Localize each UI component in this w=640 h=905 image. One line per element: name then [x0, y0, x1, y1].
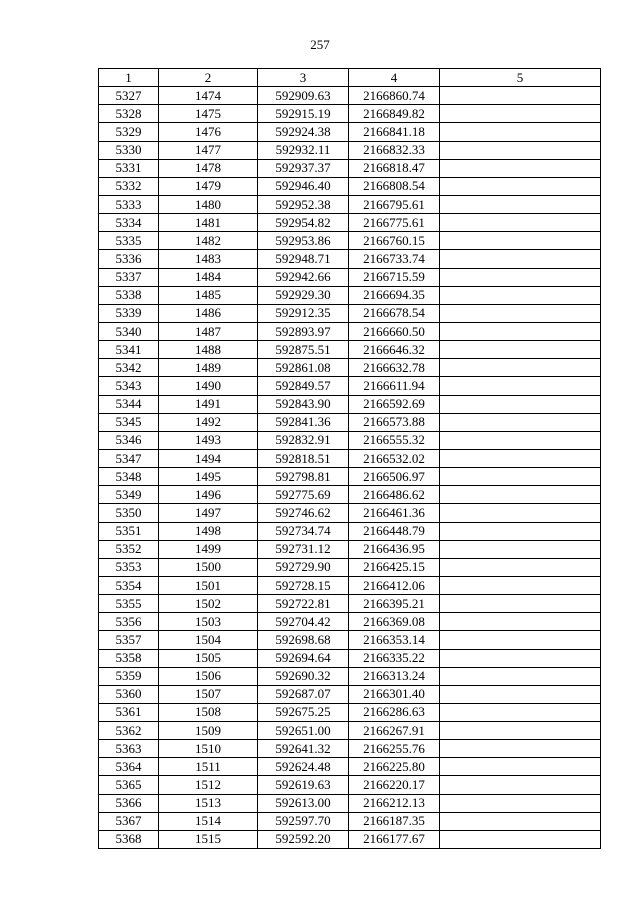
- table-row: [99, 558, 601, 576]
- table-cell-col-1: 5367: [99, 812, 159, 830]
- table-cell-col-1: 5343: [99, 377, 159, 395]
- table-row: [99, 159, 601, 177]
- table-cell-col-3: 592832.91: [258, 431, 349, 449]
- table-cell-col-4: 2166177.67: [349, 830, 440, 848]
- table-cell-col-3: 592909.63: [258, 87, 349, 105]
- table-cell-col-1: 5366: [99, 794, 159, 812]
- table-cell-col-4: 2166313.24: [349, 667, 440, 685]
- table-cell-col-5: [440, 395, 601, 413]
- column-header-5: 5: [440, 69, 601, 87]
- table-cell-col-4: 2166795.61: [349, 195, 440, 213]
- table-cell-col-5: [440, 722, 601, 740]
- table-cell-col-3: 592675.25: [258, 703, 349, 721]
- table-cell-col-1: 5339: [99, 304, 159, 322]
- table-cell-col-4: 2166353.14: [349, 631, 440, 649]
- table-cell-col-4: 2166832.33: [349, 141, 440, 159]
- table-cell-col-1: 5344: [99, 395, 159, 413]
- table-row: [99, 812, 601, 830]
- table-cell-col-3: 592875.51: [258, 341, 349, 359]
- table-cell-col-2: 1490: [159, 377, 258, 395]
- table-cell-col-3: 592893.97: [258, 322, 349, 340]
- table-cell-col-3: 592729.90: [258, 558, 349, 576]
- table-cell-col-2: 1503: [159, 613, 258, 631]
- table-cell-col-3: 592952.38: [258, 195, 349, 213]
- table-row: [99, 703, 601, 721]
- table-cell-col-2: 1507: [159, 685, 258, 703]
- table-cell-col-2: 1502: [159, 595, 258, 613]
- table-cell-col-1: 5363: [99, 740, 159, 758]
- table-cell-col-2: 1492: [159, 413, 258, 431]
- table-cell-col-4: 2166660.50: [349, 322, 440, 340]
- page-number: 257: [310, 37, 330, 52]
- table-cell-col-4: 2166573.88: [349, 413, 440, 431]
- table-cell-col-4: 2166694.35: [349, 286, 440, 304]
- table-cell-col-2: 1499: [159, 540, 258, 558]
- table-cell-col-4: 2166220.17: [349, 776, 440, 794]
- table-cell-col-5: [440, 812, 601, 830]
- table-cell-col-1: 5332: [99, 177, 159, 195]
- table-cell-col-5: [440, 304, 601, 322]
- table-cell-col-1: 5340: [99, 322, 159, 340]
- table-cell-col-2: 1511: [159, 758, 258, 776]
- table-cell-col-1: 5345: [99, 413, 159, 431]
- table-cell-col-1: 5337: [99, 268, 159, 286]
- table-row: [99, 304, 601, 322]
- table-cell-col-2: 1479: [159, 177, 258, 195]
- table-cell-col-1: 5355: [99, 595, 159, 613]
- table-row: [99, 722, 601, 740]
- table-cell-col-2: 1487: [159, 322, 258, 340]
- table-cell-col-1: 5346: [99, 431, 159, 449]
- table-cell-col-2: 1486: [159, 304, 258, 322]
- table-cell-col-1: 5338: [99, 286, 159, 304]
- table-cell-col-4: 2166678.54: [349, 304, 440, 322]
- table-cell-col-1: 5349: [99, 486, 159, 504]
- table-row: [99, 359, 601, 377]
- table-cell-col-1: 5360: [99, 685, 159, 703]
- table-cell-col-2: 1504: [159, 631, 258, 649]
- table-cell-col-2: 1488: [159, 341, 258, 359]
- table-cell-col-3: 592651.00: [258, 722, 349, 740]
- table-cell-col-1: 5359: [99, 667, 159, 685]
- table-cell-col-3: 592861.08: [258, 359, 349, 377]
- table-cell-col-3: 592849.57: [258, 377, 349, 395]
- table-cell-col-5: [440, 631, 601, 649]
- table-cell-col-4: 2166841.18: [349, 123, 440, 141]
- table-cell-col-2: 1510: [159, 740, 258, 758]
- table-cell-col-3: 592731.12: [258, 540, 349, 558]
- table-cell-col-1: 5357: [99, 631, 159, 649]
- table-cell-col-2: 1475: [159, 105, 258, 123]
- table-cell-col-2: 1515: [159, 830, 258, 848]
- table-cell-col-4: 2166486.62: [349, 486, 440, 504]
- table-row: [99, 758, 601, 776]
- table-cell-col-5: [440, 830, 601, 848]
- table-row: [99, 268, 601, 286]
- table-cell-col-4: 2166436.95: [349, 540, 440, 558]
- table-cell-col-5: [440, 341, 601, 359]
- table-cell-col-2: 1506: [159, 667, 258, 685]
- table-cell-col-5: [440, 250, 601, 268]
- table-cell-col-4: 2166425.15: [349, 558, 440, 576]
- table-cell-col-4: 2166225.80: [349, 758, 440, 776]
- table-cell-col-5: [440, 413, 601, 431]
- table-cell-col-5: [440, 522, 601, 540]
- table-cell-col-1: 5354: [99, 576, 159, 594]
- table-row: [99, 631, 601, 649]
- table-cell-col-5: [440, 286, 601, 304]
- table-cell-col-5: [440, 377, 601, 395]
- table-cell-col-1: 5352: [99, 540, 159, 558]
- table-row: [99, 195, 601, 213]
- table-cell-col-5: [440, 232, 601, 250]
- table-cell-col-3: 592734.74: [258, 522, 349, 540]
- table-cell-col-3: 592619.63: [258, 776, 349, 794]
- table-cell-col-5: [440, 87, 601, 105]
- table-row: [99, 214, 601, 232]
- table-cell-col-4: 2166335.22: [349, 649, 440, 667]
- table-row: [99, 341, 601, 359]
- table-cell-col-4: 2166775.61: [349, 214, 440, 232]
- table-cell-col-1: 5350: [99, 504, 159, 522]
- table-cell-col-1: 5341: [99, 341, 159, 359]
- table-cell-col-1: 5336: [99, 250, 159, 268]
- table-cell-col-3: 592818.51: [258, 449, 349, 467]
- table-cell-col-1: 5362: [99, 722, 159, 740]
- table-cell-col-4: 2166555.32: [349, 431, 440, 449]
- table-cell-col-2: 1494: [159, 449, 258, 467]
- table-cell-col-3: 592946.40: [258, 177, 349, 195]
- table-cell-col-4: 2166611.94: [349, 377, 440, 395]
- table-row: [99, 576, 601, 594]
- table-cell-col-4: 2166646.32: [349, 341, 440, 359]
- table-cell-col-4: 2166212.13: [349, 794, 440, 812]
- table-cell-col-5: [440, 794, 601, 812]
- table-cell-col-4: 2166715.59: [349, 268, 440, 286]
- table-row: [99, 232, 601, 250]
- table-row: [99, 177, 601, 195]
- table-cell-col-3: 592912.35: [258, 304, 349, 322]
- table-cell-col-5: [440, 322, 601, 340]
- table-row: [99, 830, 601, 848]
- coordinates-table: [98, 68, 601, 849]
- table-cell-col-5: [440, 486, 601, 504]
- table-cell-col-1: 5327: [99, 87, 159, 105]
- table-cell-col-3: 592929.30: [258, 286, 349, 304]
- table-cell-col-1: 5335: [99, 232, 159, 250]
- table-cell-col-1: 5342: [99, 359, 159, 377]
- table-cell-col-4: 2166849.82: [349, 105, 440, 123]
- table-cell-col-3: 592687.07: [258, 685, 349, 703]
- table-row: [99, 468, 601, 486]
- table-cell-col-5: [440, 268, 601, 286]
- table-cell-col-5: [440, 105, 601, 123]
- table-cell-col-2: 1477: [159, 141, 258, 159]
- header-row: [99, 69, 601, 87]
- table-row: [99, 540, 601, 558]
- table-cell-col-2: 1497: [159, 504, 258, 522]
- table-row: [99, 649, 601, 667]
- table-cell-col-1: 5328: [99, 105, 159, 123]
- table-cell-col-2: 1482: [159, 232, 258, 250]
- table-cell-col-1: 5329: [99, 123, 159, 141]
- table-cell-col-2: 1500: [159, 558, 258, 576]
- table-cell-col-5: [440, 449, 601, 467]
- table-cell-col-2: 1513: [159, 794, 258, 812]
- table-cell-col-3: 592775.69: [258, 486, 349, 504]
- table-cell-col-2: 1512: [159, 776, 258, 794]
- table-cell-col-3: 592937.37: [258, 159, 349, 177]
- table-cell-col-1: 5334: [99, 214, 159, 232]
- table-cell-col-2: 1484: [159, 268, 258, 286]
- table-cell-col-5: [440, 740, 601, 758]
- table-cell-col-3: 592843.90: [258, 395, 349, 413]
- table-cell-col-1: 5347: [99, 449, 159, 467]
- table-cell-col-3: 592597.70: [258, 812, 349, 830]
- table-cell-col-1: 5356: [99, 613, 159, 631]
- table-row: [99, 322, 601, 340]
- table-cell-col-2: 1480: [159, 195, 258, 213]
- table-row: [99, 740, 601, 758]
- table-cell-col-1: 5361: [99, 703, 159, 721]
- table-row: [99, 123, 601, 141]
- table-row: [99, 286, 601, 304]
- table-cell-col-3: 592798.81: [258, 468, 349, 486]
- table-row: [99, 105, 601, 123]
- table-cell-col-3: 592953.86: [258, 232, 349, 250]
- table-cell-col-5: [440, 576, 601, 594]
- table-row: [99, 431, 601, 449]
- table-cell-col-2: 1489: [159, 359, 258, 377]
- table-cell-col-2: 1498: [159, 522, 258, 540]
- table-row: [99, 776, 601, 794]
- table-cell-col-5: [440, 613, 601, 631]
- table-row: [99, 87, 601, 105]
- table-cell-col-3: 592641.32: [258, 740, 349, 758]
- table-cell-col-2: 1474: [159, 87, 258, 105]
- table-cell-col-3: 592954.82: [258, 214, 349, 232]
- table-cell-col-2: 1509: [159, 722, 258, 740]
- table-cell-col-4: 2166187.35: [349, 812, 440, 830]
- column-header-4: 4: [349, 69, 440, 87]
- table-cell-col-5: [440, 776, 601, 794]
- table-cell-col-3: 592746.62: [258, 504, 349, 522]
- table-cell-col-4: 2166286.63: [349, 703, 440, 721]
- table-row: [99, 486, 601, 504]
- table-cell-col-2: 1478: [159, 159, 258, 177]
- table-cell-col-4: 2166412.06: [349, 576, 440, 594]
- table-cell-col-1: 5358: [99, 649, 159, 667]
- table-row: [99, 141, 601, 159]
- table-cell-col-4: 2166267.91: [349, 722, 440, 740]
- table-cell-col-2: 1505: [159, 649, 258, 667]
- table-row: [99, 504, 601, 522]
- column-header-1: 1: [99, 69, 159, 87]
- table-cell-col-2: 1481: [159, 214, 258, 232]
- table-cell-col-4: 2166592.69: [349, 395, 440, 413]
- table-cell-col-5: [440, 141, 601, 159]
- table-row: [99, 377, 601, 395]
- table-cell-col-1: 5333: [99, 195, 159, 213]
- table-cell-col-3: 592942.66: [258, 268, 349, 286]
- table-row: [99, 522, 601, 540]
- table-cell-col-5: [440, 359, 601, 377]
- table-cell-col-3: 592698.68: [258, 631, 349, 649]
- table-cell-col-1: 5351: [99, 522, 159, 540]
- table-cell-col-1: 5330: [99, 141, 159, 159]
- table-row: [99, 413, 601, 431]
- table-cell-col-1: 5331: [99, 159, 159, 177]
- table-cell-col-5: [440, 540, 601, 558]
- table-cell-col-5: [440, 468, 601, 486]
- table-cell-col-4: 2166301.40: [349, 685, 440, 703]
- table-cell-col-2: 1493: [159, 431, 258, 449]
- table-cell-col-2: 1508: [159, 703, 258, 721]
- table-cell-col-3: 592932.11: [258, 141, 349, 159]
- table-body: [99, 87, 601, 849]
- table-cell-col-5: [440, 685, 601, 703]
- table-cell-col-4: 2166860.74: [349, 87, 440, 105]
- table-cell-col-5: [440, 649, 601, 667]
- table-cell-col-3: 592841.36: [258, 413, 349, 431]
- table-cell-col-2: 1476: [159, 123, 258, 141]
- table-cell-col-1: 5364: [99, 758, 159, 776]
- table-cell-col-5: [440, 177, 601, 195]
- table-cell-col-4: 2166461.36: [349, 504, 440, 522]
- table-row: [99, 613, 601, 631]
- table-cell-col-5: [440, 195, 601, 213]
- table-cell-col-3: 592613.00: [258, 794, 349, 812]
- table-cell-col-5: [440, 214, 601, 232]
- table-cell-col-4: 2166448.79: [349, 522, 440, 540]
- table-cell-col-5: [440, 595, 601, 613]
- table-cell-col-3: 592722.81: [258, 595, 349, 613]
- table-cell-col-4: 2166818.47: [349, 159, 440, 177]
- table-cell-col-5: [440, 159, 601, 177]
- table-cell-col-3: 592948.71: [258, 250, 349, 268]
- table-cell-col-2: 1491: [159, 395, 258, 413]
- table-cell-col-3: 592624.48: [258, 758, 349, 776]
- table-cell-col-5: [440, 758, 601, 776]
- table-row: [99, 449, 601, 467]
- table-cell-col-3: 592704.42: [258, 613, 349, 631]
- table-cell-col-3: 592694.64: [258, 649, 349, 667]
- table-cell-col-3: 592924.38: [258, 123, 349, 141]
- table-row: [99, 667, 601, 685]
- table-cell-col-1: 5353: [99, 558, 159, 576]
- table-cell-col-4: 2166632.78: [349, 359, 440, 377]
- table-cell-col-4: 2166532.02: [349, 449, 440, 467]
- table-cell-col-4: 2166395.21: [349, 595, 440, 613]
- table-row: [99, 250, 601, 268]
- table-cell-col-5: [440, 504, 601, 522]
- table-cell-col-4: 2166369.08: [349, 613, 440, 631]
- table-cell-col-3: 592690.32: [258, 667, 349, 685]
- table-row: [99, 595, 601, 613]
- table-cell-col-3: 592915.19: [258, 105, 349, 123]
- table-cell-col-1: 5368: [99, 830, 159, 848]
- table-cell-col-2: 1483: [159, 250, 258, 268]
- table-cell-col-4: 2166760.15: [349, 232, 440, 250]
- table-cell-col-2: 1495: [159, 468, 258, 486]
- table-cell-col-2: 1514: [159, 812, 258, 830]
- table-row: [99, 395, 601, 413]
- table-cell-col-5: [440, 558, 601, 576]
- table-cell-col-5: [440, 703, 601, 721]
- table-cell-col-5: [440, 667, 601, 685]
- table-cell-col-1: 5348: [99, 468, 159, 486]
- table-cell-col-3: 592592.20: [258, 830, 349, 848]
- table-row: [99, 685, 601, 703]
- column-header-2: 2: [159, 69, 258, 87]
- table-cell-col-2: 1496: [159, 486, 258, 504]
- table-cell-col-5: [440, 431, 601, 449]
- table-cell-col-2: 1485: [159, 286, 258, 304]
- column-header-3: 3: [258, 69, 349, 87]
- table-cell-col-3: 592728.15: [258, 576, 349, 594]
- table-cell-col-4: 2166255.76: [349, 740, 440, 758]
- table-cell-col-2: 1501: [159, 576, 258, 594]
- table-header: [99, 69, 601, 87]
- table-cell-col-5: [440, 123, 601, 141]
- table-cell-col-4: 2166506.97: [349, 468, 440, 486]
- table-row: [99, 794, 601, 812]
- table-cell-col-1: 5365: [99, 776, 159, 794]
- table-cell-col-4: 2166808.54: [349, 177, 440, 195]
- table-cell-col-4: 2166733.74: [349, 250, 440, 268]
